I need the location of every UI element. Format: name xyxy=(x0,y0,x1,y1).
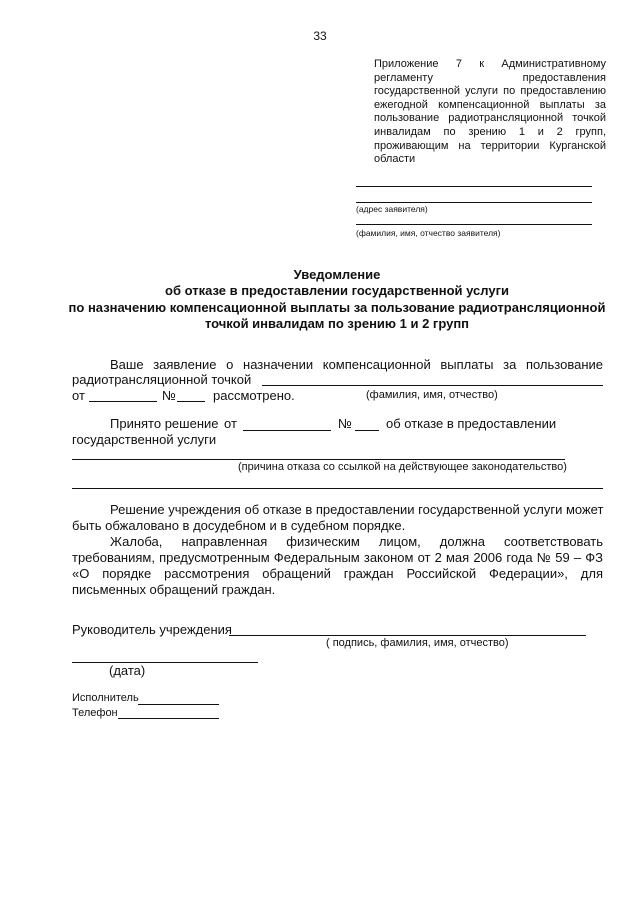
date-line xyxy=(72,662,258,663)
para1-line2: радиотрансляционной точкой xyxy=(72,372,252,387)
para3-line6: письменных обращений граждан. xyxy=(72,582,276,597)
applicant-line-1 xyxy=(356,186,592,187)
title-line-3: по назначению компенсационной выплаты за пользование радиотрансляционной xyxy=(68,299,606,315)
para1-num: № xyxy=(162,388,176,403)
reason-line xyxy=(72,459,565,460)
title-line-1: Уведомление xyxy=(293,267,381,282)
reason-line-2 xyxy=(72,488,603,489)
page-number: 33 xyxy=(313,29,327,43)
signature-caption: ( подпись, фамилия, имя, отчество) xyxy=(326,637,509,649)
para1-fio-caption: (фамилия, имя, отчество) xyxy=(366,389,498,401)
para2-line2: государственной услуги xyxy=(72,432,217,447)
title-line-2: об отказе в предоставлении государственной услуги xyxy=(165,283,509,299)
para3-line1: Решение учреждения об отказе в предоставлении государственной услуги может xyxy=(110,502,604,517)
para1-date-line xyxy=(89,401,157,402)
address-caption: (адрес заявителя) xyxy=(356,204,428,214)
para3-line2: быть обжаловано в досудебном и в судебном порядке. xyxy=(72,518,406,533)
para2-refusal: об отказе в предоставлении xyxy=(386,416,557,431)
para3-line5: «О порядке рассмотрения обращений граждан Российской Федерации», для xyxy=(72,566,603,581)
para2-num: № xyxy=(338,416,352,431)
date-caption: (дата) xyxy=(109,663,146,678)
document-title xyxy=(0,267,640,333)
executor-line xyxy=(138,704,219,705)
executor-label: Исполнитель xyxy=(72,692,139,704)
appendix-note: Приложение 7 к Административному регламенту предоставления государственной услуги по предоставлению ежегодной компенсационной выплаты за пользование радиотрансляционной точкой инвалидам по зрению 1 и 2 групп, проживающим на территории Курганской области xyxy=(374,58,606,166)
head-label: Руководитель учреждения xyxy=(72,622,232,637)
applicant-line-3 xyxy=(356,224,592,225)
para3-line3: Жалоба, направленная физическим лицом, должна соответствовать xyxy=(110,534,603,549)
para2-num-line xyxy=(355,430,379,431)
para3-line4: требованиям, предусмотренным Федеральным законом от 2 мая 2006 года № 59 – ФЗ xyxy=(72,550,603,565)
applicant-line-2 xyxy=(356,202,592,203)
reason-caption: (причина отказа со ссылкой на действующее законодательство) xyxy=(238,461,567,473)
phone-line xyxy=(118,718,219,719)
signature-line xyxy=(229,635,586,636)
para1-considered: рассмотрено. xyxy=(213,388,295,403)
para2-decision: Принято решение xyxy=(110,416,219,431)
para2-from: от xyxy=(224,416,237,431)
title-line-4: точкой инвалидам по зрению 1 и 2 групп xyxy=(204,316,470,332)
para1-num-line xyxy=(177,401,205,402)
para1-from: от xyxy=(72,388,85,403)
name-caption: (фамилия, имя, отчество заявителя) xyxy=(356,228,501,238)
para1-name-line xyxy=(262,385,603,386)
phone-label: Телефон xyxy=(72,707,118,719)
para1-line1: Ваше заявление о назначении компенсационной выплаты за пользование xyxy=(110,357,603,372)
para2-date-line xyxy=(243,430,331,431)
